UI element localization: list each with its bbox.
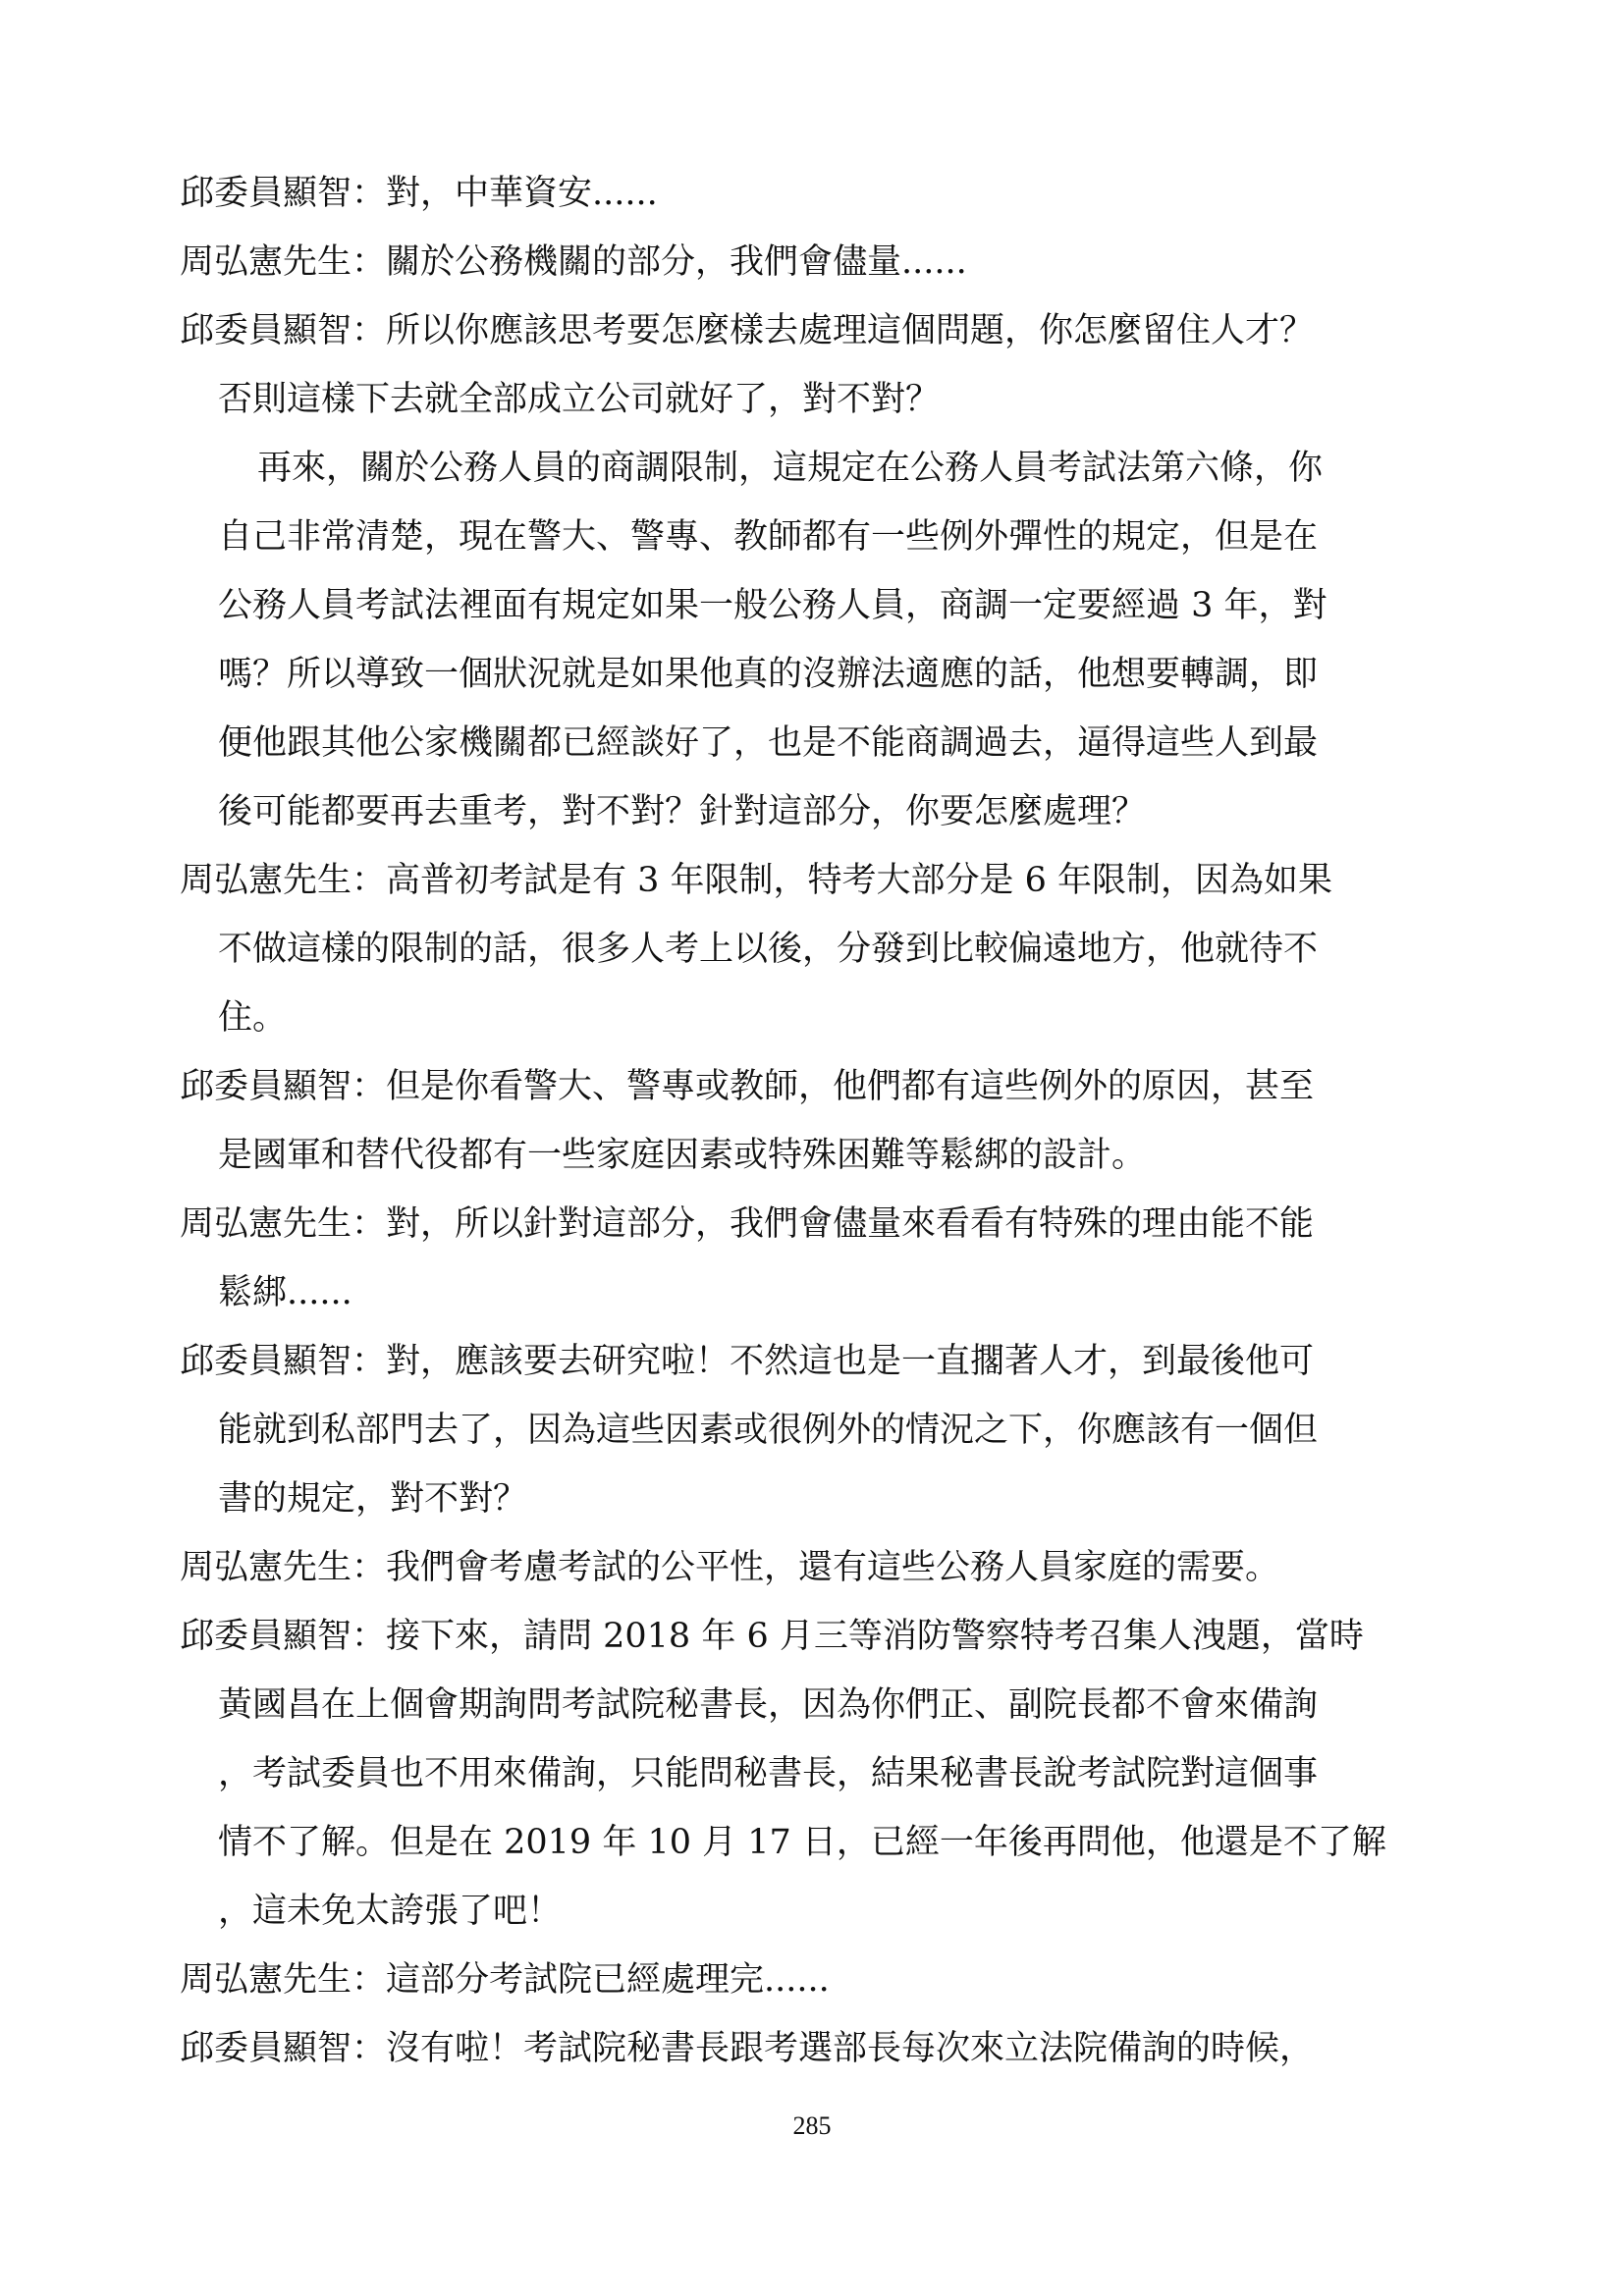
- text-line-2: 周弘憲先生：關於公務機關的部分，我們會儘量......: [180, 242, 967, 282]
- text-line-6: 自己非常清楚，現在警大、警專、教師都有一些例外彈性的規定，但是在: [218, 517, 1319, 557]
- text-line-9: 便他跟其他公家機關都已經談好了，也是不能商調過去，逼得這些人到最: [218, 723, 1319, 763]
- text-line-11: 周弘憲先生：高普初考試是有 3 年限制，特考大部分是 6 年限制，因為如果: [180, 861, 1333, 900]
- text-line-10: 後可能都要再去重考，對不對？針對這部分，你要怎麼處理？: [218, 792, 1147, 831]
- text-line-3: 邱委員顯智：所以你應該思考要怎麼樣去處理這個問題，你怎麼留住人才？: [180, 311, 1315, 350]
- text-line-25: 情不了解。但是在 2019 年 10 月 17 日，已經一年後再問他，他還是不了解: [218, 1823, 1386, 1862]
- text-line-8: 嗎？所以導致一個狀況就是如果他真的沒辦法適應的話，他想要轉調，即: [218, 655, 1319, 694]
- text-line-13: 住。: [218, 998, 288, 1038]
- page-number: 285: [792, 2111, 832, 2140]
- text-line-15: 是國軍和替代役都有一些家庭因素或特殊困難等鬆綁的設計。: [218, 1136, 1147, 1175]
- text-line-20: 書的規定，對不對？: [218, 1479, 528, 1519]
- text-line-12: 不做這樣的限制的話，很多人考上以後，分發到比較偏遠地方，他就待不: [218, 930, 1319, 969]
- text-line-28: 邱委員顯智：沒有啦！考試院秘書長跟考選部長每次來立法院備詢的時候，: [180, 2029, 1315, 2068]
- text-line-4: 否則這樣下去就全部成立公司就好了，對不對？: [218, 380, 941, 419]
- text-line-27: 周弘憲先生：這部分考試院已經處理完......: [180, 1960, 830, 2000]
- text-line-1: 邱委員顯智：對，中華資安......: [180, 174, 658, 213]
- text-line-19: 能就到私部門去了，因為這些因素或很例外的情況之下，你應該有一個但: [218, 1411, 1319, 1450]
- text-line-26: ，這未免太誇張了吧！: [218, 1892, 563, 1931]
- text-line-18: 邱委員顯智：對，應該要去研究啦！不然這也是一直擱著人才，到最後他可: [180, 1342, 1315, 1381]
- text-line-16: 周弘憲先生：對，所以針對這部分，我們會儘量來看看有特殊的理由能不能: [180, 1204, 1315, 1244]
- text-line-17: 鬆綁......: [218, 1273, 352, 1312]
- text-line-7: 公務人員考試法裡面有規定如果一般公務人員，商調一定要經過 3 年，對: [218, 586, 1327, 625]
- text-line-14: 邱委員顯智：但是你看警大、警專或教師，他們都有這些例外的原因，甚至: [180, 1067, 1315, 1106]
- text-line-23: 黃國昌在上個會期詢問考試院秘書長，因為你們正、副院長都不會來備詢: [218, 1685, 1319, 1725]
- text-line-5: 再來，關於公務人員的商調限制，這規定在公務人員考試法第六條，你: [257, 449, 1324, 488]
- text-line-21: 周弘憲先生：我們會考慮考試的公平性，還有這些公務人員家庭的需要。: [180, 1548, 1280, 1587]
- text-line-24: ，考試委員也不用來備詢，只能問秘書長，結果秘書長說考試院對這個事: [218, 1754, 1319, 1793]
- text-line-22: 邱委員顯智：接下來，請問 2018 年 6 月三等消防警察特考召集人洩題，當時: [180, 1617, 1364, 1656]
